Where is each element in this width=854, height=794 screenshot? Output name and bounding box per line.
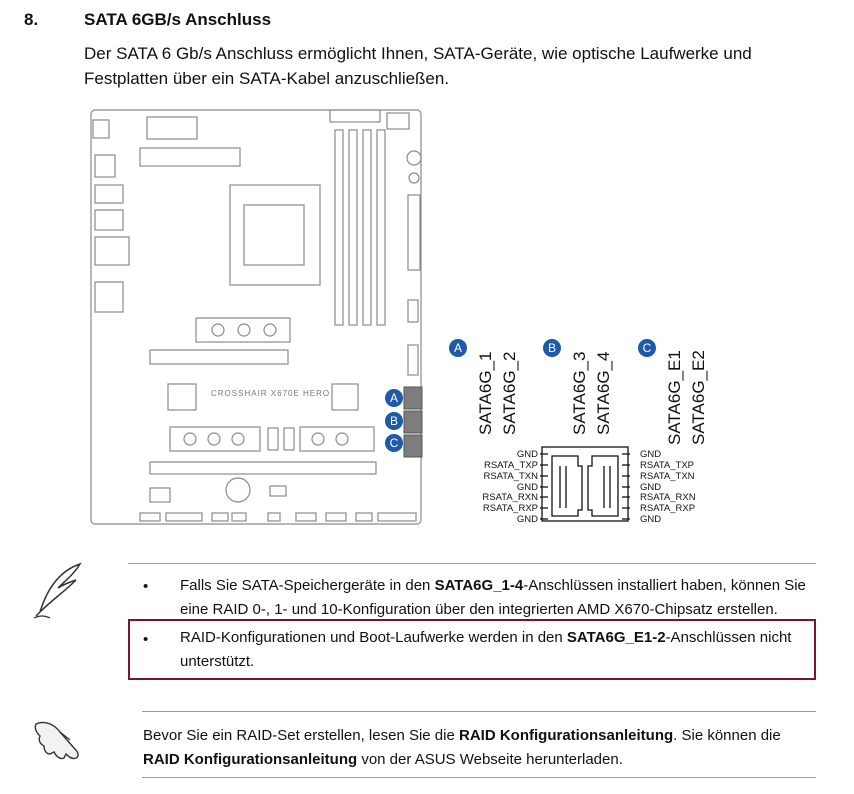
chip xyxy=(332,384,358,410)
usb-header xyxy=(408,345,418,375)
io-port xyxy=(95,210,123,230)
pin-label: RSATA_RXN xyxy=(640,492,696,503)
pin-label: RSATA_TXP xyxy=(483,460,538,471)
debug-led xyxy=(387,113,409,129)
dimm-slot xyxy=(377,130,385,325)
port-label: SATA6G_4 xyxy=(594,351,613,435)
pin-label: GND xyxy=(640,449,662,460)
note-1-bold: SATA6G_1-4 xyxy=(434,577,524,594)
sata-connector-c xyxy=(404,435,422,457)
dimm-slot xyxy=(349,130,357,325)
note-2-prefix: RAID-Konfigurationen und Boot-Laufwerke werden in den xyxy=(180,629,567,646)
divider xyxy=(128,563,816,564)
section-title: SATA 6GB/s Anschluss xyxy=(84,10,272,29)
io-port xyxy=(95,237,129,265)
atx-24pin xyxy=(408,195,420,270)
divider xyxy=(142,777,816,778)
note-1 xyxy=(180,574,820,622)
bullet-symbol: • xyxy=(143,578,149,595)
note-2-bold: SATA6G_E1-2 xyxy=(566,629,666,646)
note-2-line2: unterstützt. xyxy=(180,653,255,670)
group-c-marker: C xyxy=(642,341,652,355)
top-header xyxy=(330,110,380,122)
note-2-suffix: -Anschlüssen nicht xyxy=(665,629,792,646)
pin-label: GND xyxy=(516,482,538,493)
reset-button xyxy=(409,173,419,183)
chipset xyxy=(168,384,196,410)
vrm-heatsink xyxy=(140,148,240,166)
caution-line1-a: Bevor Sie ein RAID-Set erstellen, lesen Sie die xyxy=(143,727,459,744)
pointing-hand-icon xyxy=(30,714,90,764)
usb-header xyxy=(408,300,418,322)
io-port xyxy=(93,120,109,138)
pin-label: GND xyxy=(516,449,538,460)
pcie-slot xyxy=(150,462,376,474)
feather-pen-icon xyxy=(30,560,90,620)
port-label: SATA6G_3 xyxy=(570,351,589,435)
pin-label: RSATA_RXN xyxy=(482,492,538,503)
caution-line2-bold: RAID Konfigurationsanleitung xyxy=(143,751,358,768)
note-1-suffix: -Anschlüssen installiert haben, können Sie xyxy=(523,577,806,594)
port-label: SATA6G_E1 xyxy=(665,350,684,445)
group-b-marker: B xyxy=(547,341,557,355)
sata-connector-b xyxy=(404,411,422,433)
caution-line1-bold: RAID Konfigurationsanleitung xyxy=(459,727,674,744)
sata-connector-a xyxy=(404,387,422,409)
divider xyxy=(142,711,816,712)
pin-label: GND xyxy=(516,514,538,525)
pcie-slot xyxy=(150,350,288,364)
dimm-slot xyxy=(363,130,371,325)
section-description: Der SATA 6 Gb/s Anschluss ermöglicht Ihnen, SATA-Geräte, wie optische Laufwerke und Festplatten über ein SATA-Kabel anzuschließen. xyxy=(84,44,752,88)
power-button xyxy=(407,151,421,165)
pin-label: RSATA_RXP xyxy=(640,503,696,514)
note-1-line2: eine RAID 0-, 1- und 10-Konfiguration über den integrierten AMD X670-Chipsatz erstellen. xyxy=(180,601,778,618)
cpu-socket-inner xyxy=(244,205,304,265)
dimm-slot xyxy=(335,130,343,325)
caution-text xyxy=(143,724,823,772)
sata-pinout-drawing xyxy=(540,447,630,521)
caution-line1-b: . Sie können die xyxy=(673,727,781,744)
io-port xyxy=(95,282,123,312)
pin-label: GND xyxy=(640,514,662,525)
board-model-label: CROSSHAIR X670E HERO xyxy=(211,389,331,398)
io-port xyxy=(95,185,123,203)
cpu-power-connector xyxy=(147,117,197,139)
port-label: SATA6G_1 xyxy=(476,351,495,435)
pin-label: RSATA_RXP xyxy=(482,503,538,514)
group-a-marker: A xyxy=(453,341,463,355)
bullet-symbol: • xyxy=(143,631,149,648)
pin-label: GND xyxy=(640,482,662,493)
port-label: SATA6G_2 xyxy=(500,351,519,435)
caution-line2-b: von der ASUS Webseite herunterladen. xyxy=(357,751,623,768)
marker-c-label: C xyxy=(389,436,399,450)
m2-slot xyxy=(284,428,294,450)
note-1-prefix: Falls Sie SATA-Speichergeräte in den xyxy=(180,577,435,594)
pin-label: RSATA_TXN xyxy=(483,471,538,482)
cmos-battery xyxy=(226,478,250,502)
m2-slot xyxy=(268,428,278,450)
note-2 xyxy=(180,626,810,674)
m2-slot xyxy=(300,427,374,451)
port-label: SATA6G_E2 xyxy=(689,350,708,445)
section-number: 8. xyxy=(24,10,39,29)
marker-b-label: B xyxy=(389,414,399,428)
io-port xyxy=(95,155,115,177)
pin-label: RSATA_TXN xyxy=(640,471,695,482)
pin-label: RSATA_TXP xyxy=(640,460,695,471)
marker-a-label: A xyxy=(389,391,399,405)
